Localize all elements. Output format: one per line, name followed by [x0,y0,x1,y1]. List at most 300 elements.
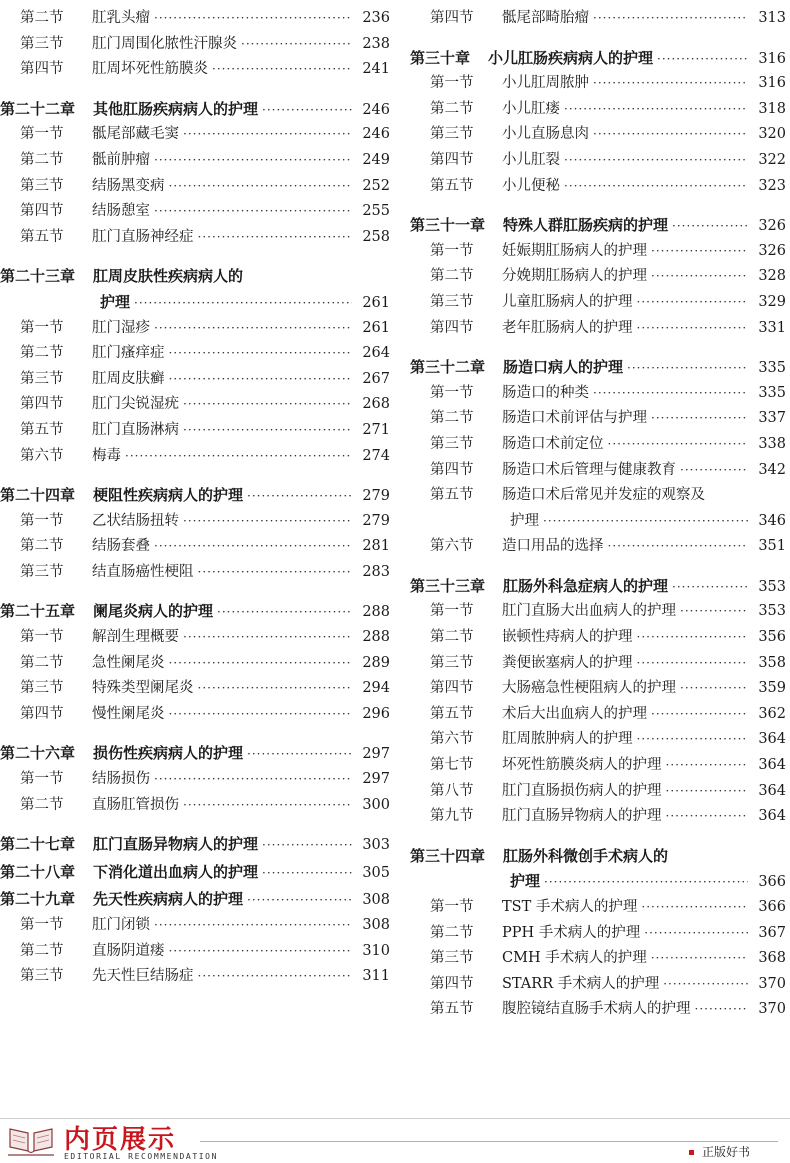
toc-leader-dots [169,341,353,367]
toc-page-number: 370 [758,975,786,992]
toc-entry-number: 第二节 [20,942,64,959]
toc-entry-title: 肛门直肠大出血病人的护理 [502,603,676,620]
toc-chapter-row [410,213,786,239]
toc-left-column [0,6,390,990]
toc-entry-title: 先天性疾病病人的护理 [93,890,244,909]
toc-leader-dots [154,913,352,939]
toc-section-row [0,509,390,535]
toc-entry-title: 先天性巨结肠症 [92,968,194,985]
toc-entry-title: 大肠癌急性梗阻病人的护理 [502,680,676,697]
toc-leader-dots [543,509,748,535]
toc-entry-number: 第四节 [430,319,474,336]
toc-section-row [0,793,390,819]
toc-section-row [410,509,786,535]
toc-entry-number: 第四节 [20,396,64,413]
toc-leader-dots [627,356,748,382]
toc-page-number: 342 [758,461,786,478]
toc-section-row [410,432,786,458]
toc-section-row [0,964,390,990]
toc-entry-number: 第二十六章 [0,744,76,763]
toc-entry-number: 第二节 [20,538,64,555]
toc-section-row [410,651,786,677]
toc-section-row [410,174,786,200]
toc-entry-number: 第三节 [20,177,64,194]
toc-page-number: 241 [362,61,390,78]
toc-right-column [410,6,786,1023]
toc-entry-title: 其他肛肠疾病病人的护理 [93,99,259,118]
toc-page-number: 268 [362,396,390,413]
toc-leader-dots [593,122,748,148]
toc-entry-number: 第二十三章 [0,267,76,286]
toc-entry-number: 第三十章 [410,48,471,67]
toc-leader-dots [183,509,352,535]
toc-chapter-row [410,844,786,870]
toc-page-number: 318 [758,100,786,117]
toc-page-number: 366 [758,899,786,915]
toc-leader-dots [262,98,352,124]
toc-entry-number: 第一节 [20,771,64,788]
toc-entry-number: 第二节 [430,924,474,941]
toc-leader-dots [657,47,748,73]
toc-page-number: 246 [362,126,390,143]
toc-entry-title: 妊娠期肛肠病人的护理 [502,242,647,259]
toc-leader-dots [183,392,352,418]
toc-page-number: 313 [758,10,786,26]
toc-entry-number: 第五节 [430,487,474,504]
toc-leader-dots [564,97,748,123]
toc-leader-dots [637,727,749,753]
toc-spacer [410,32,786,46]
open-book-icon [6,1121,56,1161]
toc-section-row [410,239,786,265]
toc-section-row [410,71,786,97]
toc-page-number: 351 [758,538,786,555]
toc-entry-number: 第三节 [430,126,474,143]
toc-leader-dots [651,406,748,432]
toc-page-number: 261 [362,294,390,311]
toc-page-number: 258 [362,228,390,245]
toc-section-row [410,997,786,1023]
toc-entry-title: 肛门尖锐湿疣 [92,396,179,413]
toc-spacer [410,560,786,574]
toc-page-number: 264 [362,345,390,362]
toc-page-number: 358 [758,654,786,671]
toc-leader-dots [637,651,749,677]
toc-entry-title: 小儿肛肠疾病病人的护理 [488,48,654,67]
toc-page-number: 335 [758,384,786,401]
toc-section-row [410,972,786,998]
bullet-icon [689,1150,694,1155]
toc-entry-number: 第三节 [430,950,474,967]
toc-page-number: 289 [362,654,390,671]
toc-leader-dots [154,767,352,793]
toc-section-row [0,676,390,702]
toc-page-number: 338 [758,435,786,452]
toc-leader-dots [593,71,748,97]
toc-page-number: 367 [758,924,786,941]
toc-entry-title: 肠造口术后常见并发症的观察及 [502,487,705,504]
toc-page-number: 281 [362,538,390,555]
toc-page-number: 311 [362,968,390,985]
toc-entry-number: 第四节 [20,203,64,220]
toc-page-number: 236 [362,10,390,26]
toc-entry-number: 第二节 [430,268,474,285]
toc-page-number: 328 [758,268,786,285]
toc-leader-dots [169,651,353,677]
toc-section-row [410,483,786,509]
toc-entry-number: 第一节 [430,899,474,915]
toc-page-number: 261 [362,319,390,336]
toc-section-row [410,625,786,651]
footer-divider [200,1141,778,1142]
toc-section-row [410,122,786,148]
toc-entry-number: 第三节 [430,293,474,310]
toc-entry-title: 结肠黑变病 [92,177,165,194]
toc-page-number: 267 [362,370,390,387]
toc-section-row [0,316,390,342]
toc-section-row [0,560,390,586]
toc-page-number: 271 [362,421,390,438]
toc-page-number: 305 [362,864,390,881]
toc-leader-dots [169,174,353,200]
toc-page-number: 331 [758,319,786,336]
toc-entry-title: 肛周脓肿病人的护理 [502,731,633,748]
toc-leader-dots [169,367,353,393]
toc-entry-title: 小儿肛瘘 [502,100,560,117]
toc-entry-title: 肛门瘙痒症 [92,345,165,362]
toc-section-row [0,651,390,677]
toc-page-number: 368 [758,950,786,967]
toc-page-number: 326 [758,218,786,235]
toc-entry-number: 第六节 [20,447,64,464]
toc-leader-dots [680,458,748,484]
toc-leader-dots [544,870,748,896]
toc-entry-number: 第一节 [20,629,64,646]
toc-entry-number: 第四节 [430,680,474,697]
toc-leader-dots [247,742,352,768]
toc-entry-number: 第五节 [20,421,64,438]
toc-leader-dots [680,676,748,702]
toc-entry-number: 第五节 [20,228,64,245]
toc-entry-title: 术后大出血病人的护理 [502,705,647,722]
toc-entry-title: 肠造口术后管理与健康教育 [502,461,676,478]
toc-chapter-row [0,860,390,886]
toc-leader-dots [644,921,748,947]
toc-section-row [410,727,786,753]
toc-page-number: 283 [362,563,390,580]
toc-leader-dots [154,148,352,174]
toc-entry-number: 第四节 [430,975,474,992]
toc-spacer [0,727,390,741]
toc-page-number: 364 [758,808,786,825]
toc-leader-dots [183,418,352,444]
toc-entry-title: 分娩期肛肠病人的护理 [502,268,647,285]
toc-entry-title: 结肠套叠 [92,538,150,555]
toc-page-number: 303 [362,837,390,854]
toc-entry-title: 肛乳头瘤 [92,10,150,26]
toc-entry-number: 第二节 [430,100,474,117]
toc-leader-dots [564,174,748,200]
toc-leader-dots [564,148,748,174]
toc-entry-title: 肛周皮肤癣 [92,370,165,387]
toc-page-number: 353 [758,578,786,595]
toc-entry-title: 肠造口病人的护理 [503,358,624,377]
toc-entry-title: 乙状结肠扭转 [92,512,179,529]
toc-leader-dots [666,753,749,779]
toc-page-number: 255 [362,203,390,220]
toc-chapter-row [0,741,390,767]
toc-leader-dots [672,214,748,240]
toc-leader-dots [134,291,352,317]
toc-entry-title: 骶前肿瘤 [92,151,150,168]
toc-entry-title: 肛门直肠神经症 [92,228,194,245]
toc-page-number: 300 [362,796,390,813]
toc-entry-title: 肛肠外科微创手术病人的 [503,846,669,865]
toc-entry-number: 第三节 [20,968,64,985]
toc-entry-number: 第八节 [430,782,474,799]
toc-page-number: 274 [362,447,390,464]
toc-chapter-row [0,483,390,509]
toc-entry-number: 第二节 [20,796,64,813]
toc-leader-dots [247,888,352,914]
toc-entry-number: 第三节 [20,370,64,387]
toc-section-row [410,458,786,484]
toc-entry-number: 第二十八章 [0,862,76,881]
toc-leader-dots [183,625,352,651]
toc-chapter-row [0,264,390,290]
toc-section-row [0,290,390,316]
toc-entry-title: 小儿肛周脓肿 [502,75,589,92]
toc-entry-title: 结肠憩室 [92,203,150,220]
toc-entry-title: 老年肛肠病人的护理 [502,319,633,336]
toc-entry-title: 肛周皮肤性疾病病人的 [93,267,244,286]
toc-entry-number: 第二十五章 [0,602,76,621]
toc-section-row [0,913,390,939]
toc-section-row [0,122,390,148]
toc-section-row [0,6,390,32]
toc-entry-title: 特殊类型阑尾炎 [92,680,194,697]
toc-chapter-row [410,46,786,72]
toc-entry-title: 肛肠外科急症病人的护理 [503,576,669,595]
toc-section-row [410,406,786,432]
toc-page-number: 297 [362,746,390,763]
toc-entry-title: 阑尾炎病人的护理 [93,602,214,621]
toc-page-number: 297 [362,771,390,788]
toc-section-row [0,225,390,251]
toc-leader-dots [680,599,748,625]
toc-page-number: 370 [758,1001,786,1018]
toc-entry-title: 小儿肛裂 [502,151,560,168]
toc-entry-title: 坏死性筋膜炎病人的护理 [502,757,662,774]
toc-entry-title: 肛门直肠淋病 [92,421,179,438]
toc-entry-title: 解剖生理概要 [92,629,179,646]
toc-page-number: 288 [362,604,390,621]
toc-spacer [0,469,390,483]
toc-page-number: 337 [758,410,786,427]
toc-entry-number: 第二节 [20,151,64,168]
toc-entry-title: 骶尾部藏毛窦 [92,126,179,143]
toc-entry-number: 第二节 [20,654,64,671]
toc-leader-dots [608,432,749,458]
footer-title: 内页展示 [64,1125,177,1155]
toc-page-number: 246 [362,101,390,118]
toc-section-row [410,753,786,779]
toc-section-row [0,367,390,393]
toc-entry-title: 肛门闭锁 [92,917,150,933]
toc-leader-dots [247,484,352,510]
toc-section-row [0,392,390,418]
toc-section-row [0,625,390,651]
toc-entry-number: 第三十二章 [410,358,486,377]
toc-leader-dots [593,381,748,407]
toc-section-row [410,148,786,174]
toc-page-number: 335 [758,360,786,377]
toc-section-row [0,148,390,174]
toc-page-number: 346 [758,512,786,529]
toc-leader-dots [651,264,748,290]
toc-entry-title: 护理 [100,292,131,311]
toc-entry-title: 肛门周围化脓性汗腺炎 [92,35,237,52]
toc-page-number: 356 [758,629,786,646]
toc-entry-title: 肠造口术前定位 [502,435,604,452]
toc-entry-title: 嵌顿性痔病人的护理 [502,629,633,646]
toc-page-number: 252 [362,177,390,194]
toc-page-number: 296 [362,705,390,722]
toc-entry-number: 第一节 [20,319,64,336]
toc-spacer [410,830,786,844]
toc-entry-title: 梅毒 [92,447,121,464]
toc-entry-number: 第一节 [430,603,474,620]
toc-leader-dots [695,997,749,1023]
toc-page-number: 279 [362,488,390,505]
toc-section-row [410,97,786,123]
toc-leader-dots [217,600,352,626]
toc-entry-number: 第二节 [20,345,64,362]
toc-section-row [410,804,786,830]
toc-section-row [0,174,390,200]
toc-entry-number: 第三十一章 [410,216,486,235]
toc-entry-number: 第一节 [430,75,474,92]
toc-entry-title: 急性阑尾炎 [92,654,165,671]
toc-leader-dots [637,625,749,651]
toc-chapter-row [0,887,390,913]
toc-entry-number: 第一节 [20,126,64,143]
toc-entry-title: STARR 手术病人的护理 [502,975,660,992]
toc-entry-title: 造口用品的选择 [502,538,604,555]
toc-section-row [410,869,786,895]
toc-page-number: 362 [758,705,786,722]
toc-entry-number: 第二节 [430,410,474,427]
toc-leader-dots [154,6,352,32]
toc-page-number: 364 [758,757,786,774]
toc-leader-dots [262,833,352,859]
toc-page-number: 238 [362,35,390,52]
toc-section-row [410,6,786,32]
toc-entry-title: 护理 [510,512,539,529]
toc-section-row [410,381,786,407]
toc-section-row [410,534,786,560]
toc-entry-number: 第六节 [430,731,474,748]
toc-entry-title: 结直肠癌性梗阻 [92,563,194,580]
toc-section-row [410,702,786,728]
toc-section-row [410,316,786,342]
toc-entry-number: 第四节 [430,151,474,168]
toc-page-number: 310 [362,942,390,959]
toc-leader-dots [183,793,352,819]
toc-entry-title: 直肠肛管损伤 [92,796,179,813]
toc-leader-dots [154,316,352,342]
toc-entry-number: 第三十三章 [410,576,486,595]
toc-entry-number: 第二十四章 [0,486,76,505]
toc-entry-number: 第一节 [20,512,64,529]
toc-entry-number: 第六节 [430,538,474,555]
toc-entry-title: 肛门直肠异物病人的护理 [502,808,662,825]
toc-section-row [0,418,390,444]
toc-chapter-row [410,574,786,600]
toc-entry-title: 肛门湿疹 [92,319,150,336]
toc-section-row [410,921,786,947]
toc-entry-title: CMH 手术病人的护理 [502,950,647,967]
toc-entry-number: 第二十七章 [0,835,76,854]
toc-entry-number: 第四节 [430,10,474,26]
toc-entry-number: 第二十九章 [0,890,76,909]
toc-leader-dots [169,939,353,965]
toc-entry-number: 第三节 [20,563,64,580]
toc-section-row [410,264,786,290]
toc-entry-title: 肠造口的种类 [502,384,589,401]
toc-entry-number: 第二节 [430,629,474,646]
toc-spacer [410,199,786,213]
toc-chapter-row [0,599,390,625]
toc-section-row [0,939,390,965]
toc-section-row [0,534,390,560]
toc-spacer [410,341,786,355]
footer-right-text: 正版好书 [701,1145,750,1159]
toc-leader-dots [663,972,748,998]
footer-right-label [689,1143,750,1160]
toc-leader-dots [198,676,353,702]
footer-subtitle: EDITORIAL RECOMMENDATION [64,1152,218,1161]
toc-page-number: 364 [758,782,786,799]
toc-entry-title: 小儿直肠息肉 [502,126,589,143]
toc-section-row [410,779,786,805]
toc-leader-dots [666,804,749,830]
toc-page-number: 288 [362,629,390,646]
toc-entry-number: 第三节 [20,680,64,697]
toc-spacer [0,818,390,832]
toc-page-number: 279 [362,512,390,529]
toc-entry-number: 第三十四章 [410,846,486,865]
toc-entry-title: TST 手术病人的护理 [502,899,638,915]
toc-entry-title: 肛门直肠损伤病人的护理 [502,782,662,799]
toc-section-row [0,767,390,793]
toc-leader-dots [593,6,748,32]
toc-leader-dots [641,895,748,921]
toc-leader-dots [651,946,748,972]
toc-entry-number: 第五节 [430,1001,474,1018]
toc-leader-dots [608,534,749,560]
toc-entry-title: 护理 [510,872,541,891]
toc-entry-title: 肛门直肠异物病人的护理 [93,835,259,854]
toc-section-row [410,676,786,702]
toc-section-row [0,444,390,470]
toc-leader-dots [169,702,353,728]
toc-leader-dots [637,316,749,342]
toc-page-number: 316 [758,75,786,92]
toc-leader-dots [198,964,353,990]
toc-entry-number: 第二十二章 [0,99,76,118]
toc-leader-dots [212,57,352,83]
